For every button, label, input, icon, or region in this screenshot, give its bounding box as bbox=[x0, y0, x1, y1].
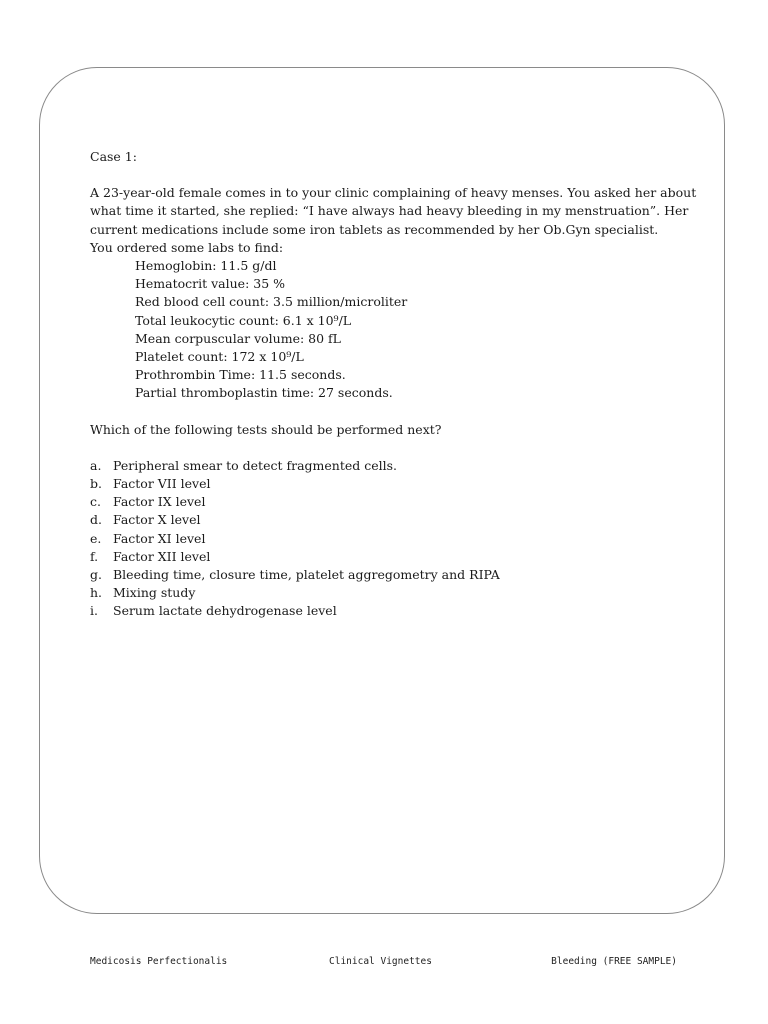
vignette-line: what time it started, she replied: “I have always had heavy bleeding in my menstruation”. Her bbox=[90, 203, 689, 219]
lab-result-mcv: Mean corpuscular volume: 80 fL bbox=[135, 330, 341, 346]
footer-chapter: Bleeding (FREE SAMPLE) bbox=[551, 956, 677, 967]
answer-option bbox=[90, 566, 700, 584]
lab-results-list bbox=[90, 257, 700, 403]
lab-result-leukocytic-count: Total leukocytic count: 6.1 x 10⁹/L bbox=[135, 312, 352, 328]
option-text: Peripheral smear to detect fragmented cells. bbox=[113, 457, 398, 473]
footer-book-title: Clinical Vignettes bbox=[329, 956, 432, 967]
option-text: Serum lactate dehydrogenase level bbox=[113, 603, 337, 619]
vignette-line: current medications include some iron tablets as recommended by her Ob.Gyn specialist. bbox=[90, 221, 659, 237]
question-text: Which of the following tests should be performed next? bbox=[90, 421, 442, 437]
case-title: Case 1: bbox=[90, 149, 137, 164]
option-letter: b. bbox=[90, 476, 102, 492]
lab-result-platelet-count: Platelet count: 172 x 10⁹/L bbox=[135, 349, 304, 365]
option-text: Bleeding time, closure time, platelet aggregometry and RIPA bbox=[113, 567, 500, 583]
option-letter: h. bbox=[90, 585, 103, 601]
answer-option bbox=[90, 475, 700, 493]
answer-option bbox=[90, 493, 700, 511]
option-letter: d. bbox=[90, 512, 102, 528]
vignette-line: A 23-year-old female comes in to your clinic complaining of heavy menses. You asked her about bbox=[90, 185, 697, 201]
case-content bbox=[90, 148, 700, 621]
answer-option bbox=[90, 511, 700, 529]
option-letter: g. bbox=[90, 567, 102, 583]
vignette-line: You ordered some labs to find: bbox=[90, 239, 284, 255]
answer-option bbox=[90, 530, 700, 548]
lab-result-rbc-count: Red blood cell count: 3.5 million/microliter bbox=[135, 294, 408, 310]
page-footer bbox=[0, 956, 768, 970]
option-text: Factor X level bbox=[113, 512, 201, 528]
footer-author: Medicosis Perfectionalis bbox=[90, 956, 228, 967]
lab-result-prothrombin-time: Prothrombin Time: 11.5 seconds. bbox=[135, 367, 346, 383]
answer-option bbox=[90, 548, 700, 566]
option-letter: c. bbox=[90, 494, 101, 510]
lab-result-ptt: Partial thromboplastin time: 27 seconds. bbox=[135, 385, 393, 401]
option-letter: a. bbox=[90, 457, 102, 473]
lab-result-hemoglobin: Hemoglobin: 11.5 g/dl bbox=[135, 258, 277, 274]
option-text: Factor XII level bbox=[113, 548, 211, 564]
option-letter: f. bbox=[90, 548, 99, 564]
option-text: Factor VII level bbox=[113, 476, 211, 492]
case-vignette bbox=[90, 184, 700, 257]
answer-option bbox=[90, 584, 700, 602]
answer-option bbox=[90, 602, 700, 620]
option-text: Factor IX level bbox=[113, 494, 206, 510]
option-letter: e. bbox=[90, 530, 102, 546]
answer-options-list bbox=[90, 457, 700, 621]
option-text: Factor XI level bbox=[113, 530, 206, 546]
answer-option bbox=[90, 457, 700, 475]
lab-result-hematocrit: Hematocrit value: 35 % bbox=[135, 276, 286, 292]
option-text: Mixing study bbox=[113, 585, 196, 601]
option-letter: i. bbox=[90, 603, 98, 619]
